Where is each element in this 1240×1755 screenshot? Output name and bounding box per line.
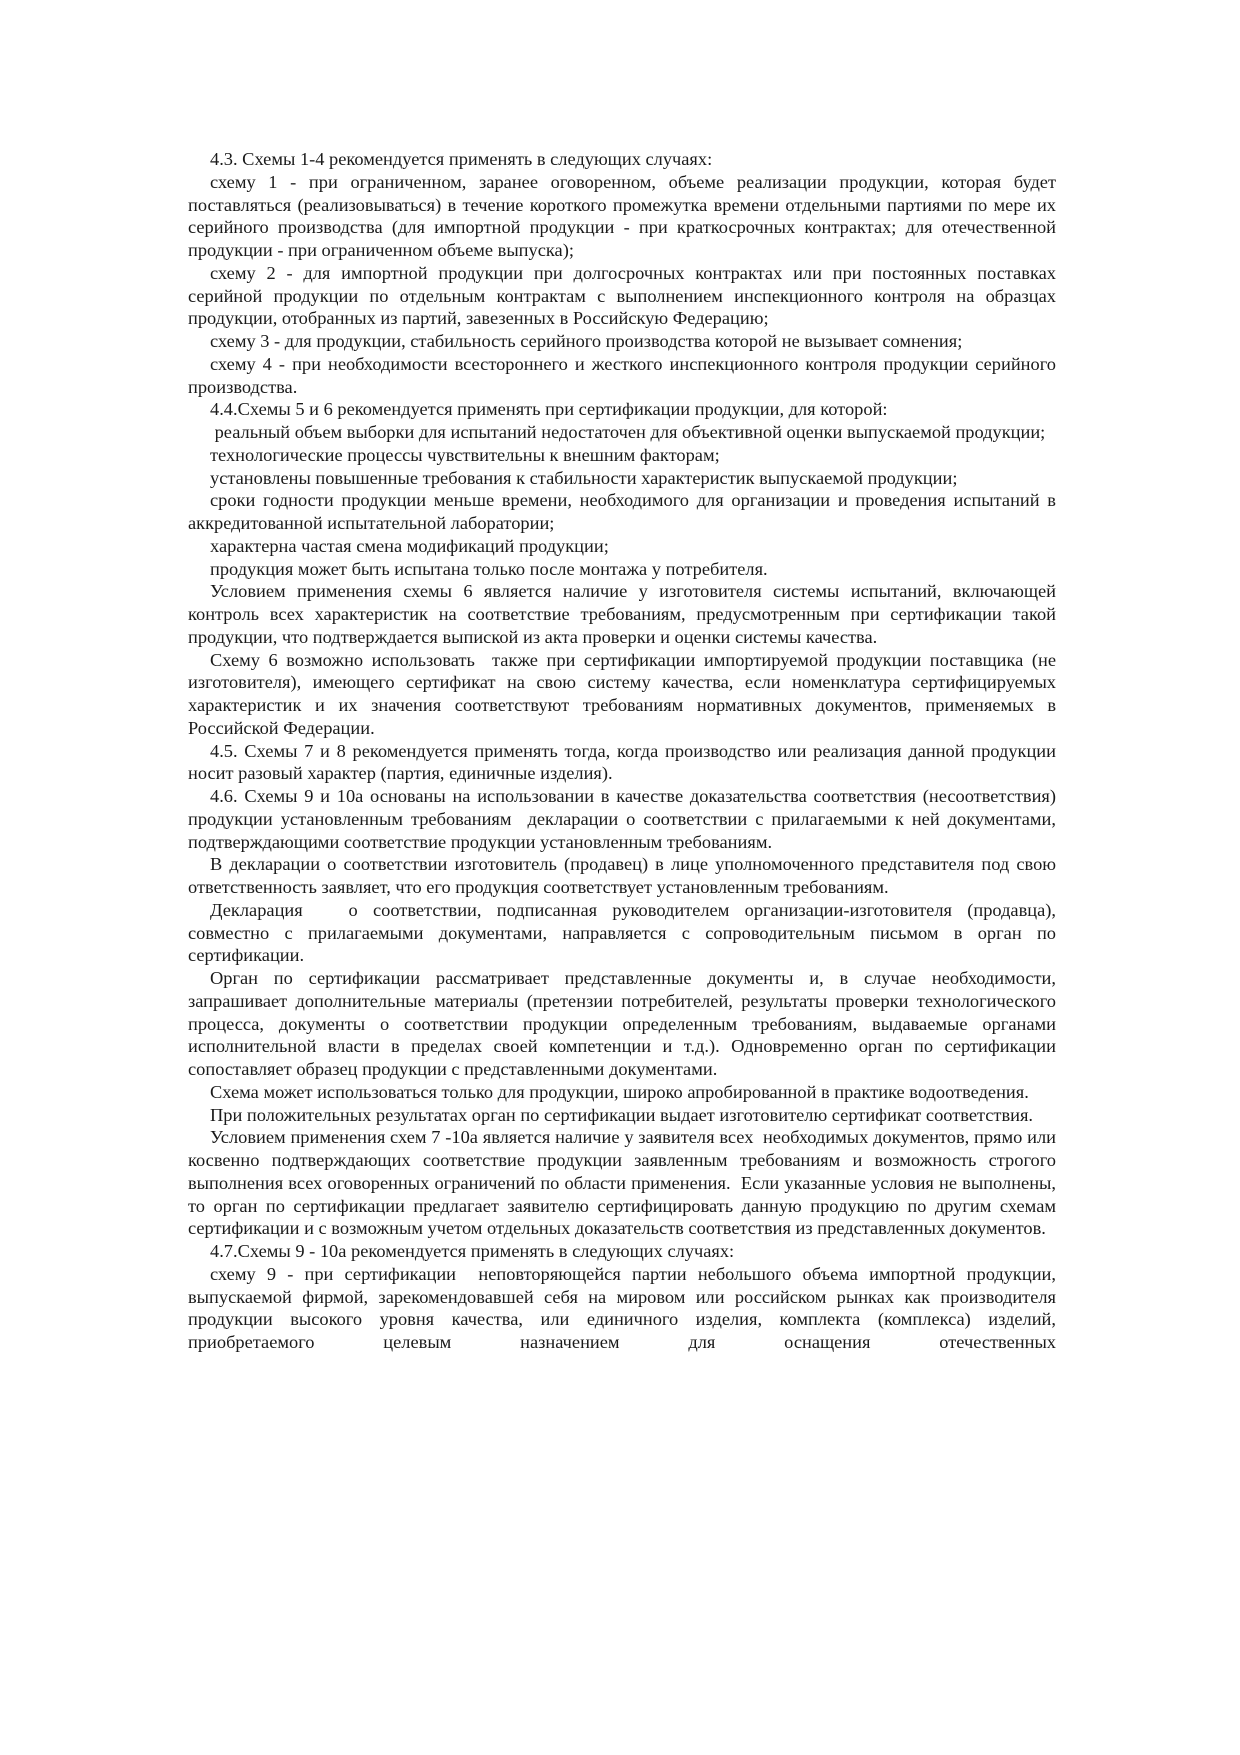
paragraph-process-sensitivity: технологические процессы чувствительны к внешним факторам; [210, 444, 720, 465]
paragraph-sample-volume: реальный объем выборки для испытаний недостаточен для объективной оценки выпускаемой продукции; [210, 422, 1046, 442]
paragraph-declaration-signed: Декларация о соответствии, подписанная руководителем организации-изготовителя (продавца), совместно с прилагаемыми документами, направляется с сопроводительным письмом в орган по сертификации. [188, 899, 1061, 966]
paragraph-4-4: 4.4.Схемы 5 и 6 рекомендуется применять при сертификации продукции, для которой: [210, 399, 888, 420]
document-body [188, 148, 1061, 1354]
paragraph-positive-results: При положительных результатах орган по сертификации выдает изготовителю сертификат соответствия. [210, 1104, 1034, 1125]
paragraph-scheme-3: схему 3 - для продукции, стабильность серийного производства которой не вызывает сомнения; [210, 331, 963, 351]
paragraph-scheme-4: схему 4 - при необходимости всестороннего и жесткого инспекционного контроля продукции серийного производства. [188, 353, 1061, 397]
paragraph-4-3: 4.3. Схемы 1-4 рекомендуется применять в следующих случаях: [210, 149, 713, 169]
paragraph-4-6: 4.6. Схемы 9 и 10а основаны на использовании в качестве доказательства соответствия (несоответствия) продукции установленным требованиям декларации о соответствии с прилагаемыми к ней документами, подтверждающими соответствие продукции установленным требованиям. [188, 786, 1061, 852]
paragraph-scheme-2: схему 2 - для импортной продукции при долгосрочных контрактах или при постоянных поставках серийной продукции по отдельным контрактам с выполнением инспекционного контроля на образцах продукции, отобранных из партий, завезенных в Российскую Федерацию; [188, 262, 1061, 329]
paragraph-certification-body: Орган по сертификации рассматривает представленные документы и, в случае необходимости, запрашивает дополнительные материалы (претензии потребителей, результаты проверки технологического процесса, документы о соответствии продукции определенным требованиям, выдаваемые органами исполнительной власти в пределах своей компетенции и т.д.). Одновременно орган по сертификации сопоставляет образец продукции с представленными документами. [188, 968, 1061, 1079]
paragraph-scheme-9: схему 9 - при сертификации неповторяющейся партии небольшого объема импортной продукции, выпускаемой фирмой, зарекомендовавшей себя на мировом или российском рынках как производителя продукции высокого уровня качества, или единичного изделия, комплекта (комплекса) изделий, приобретаемого целевым назначением для оснащения отечественных [188, 1263, 1061, 1352]
paragraph-declaration: В декларации о соответствии изготовитель (продавец) в лице уполномоченного представителя под свою ответственность заявляет, что его продукция соответствует установленным требованиям. [188, 854, 1061, 897]
paragraph-modifications: характерна частая смена модификаций продукции; [210, 535, 609, 556]
paragraph-scheme-usage: Схема может использоваться только для продукции, широко апробированной в практике водоотведения. [210, 1081, 1029, 1102]
paragraph-4-5: 4.5. Схемы 7 и 8 рекомендуется применять тогда, когда производство или реализация данной продукции носит разовый характер (партия, единичные изделия). [188, 740, 1061, 784]
paragraph-schemes-7-10a-condition: Условием применения схем 7 -10а является наличие у заявителя всех необходимых документов, прямо или косвенно подтверждающих соответствие продукции заявленным требованиям и возможность строгого выполнения всех оговоренных ограничений по области применения. Если указанные условия не выполнены, то орган по сертификации предлагает заявителю сертифицировать данную продукцию по другим схемам сертификации и с возможным учетом отдельных доказательств соответствия из представленных документов. [188, 1127, 1061, 1239]
paragraph-scheme-6-condition: Условием применения схемы 6 является наличие у изготовителя системы испытаний, включающей контроль всех характеристик на соответствие требованиям, предусмотренным при сертификации такой продукции, что подтверждается выпиской из акта проверки и оценки системы качества. [188, 581, 1061, 647]
paragraph-4-7: 4.7.Схемы 9 - 10а рекомендуется применять в следующих случаях: [210, 1241, 735, 1261]
paragraph-installation: продукция может быть испытана только после монтажа у потребителя. [210, 558, 768, 579]
paragraph-shelf-life: сроки годности продукции меньше времени, необходимого для организации и проведения испытаний в аккредитованной испытательной лаборатории; [188, 490, 1061, 533]
paragraph-stability-requirements: установлены повышенные требования к стабильности характеристик выпускаемой продукции; [210, 467, 958, 488]
paragraph-scheme-6-import: Схему 6 возможно использовать также при сертификации импортируемой продукции поставщика (не изготовителя), имеющего сертификат на свою систему качества, если номенклатура сертифицируемых характеристик и их значения соответствуют требованиям нормативных документов, применяемых в Российской Федерации. [188, 649, 1061, 738]
paragraph-scheme-1: схему 1 - при ограниченном, заранее оговоренном, объеме реализации продукции, которая будет поставляться (реализовываться) в течение короткого промежутка времени отдельными партиями по мере их серийного производства (для импортной продукции - при краткосрочных контрактах; для отечественной продукции - при ограниченном объеме выпуска); [188, 171, 1061, 260]
